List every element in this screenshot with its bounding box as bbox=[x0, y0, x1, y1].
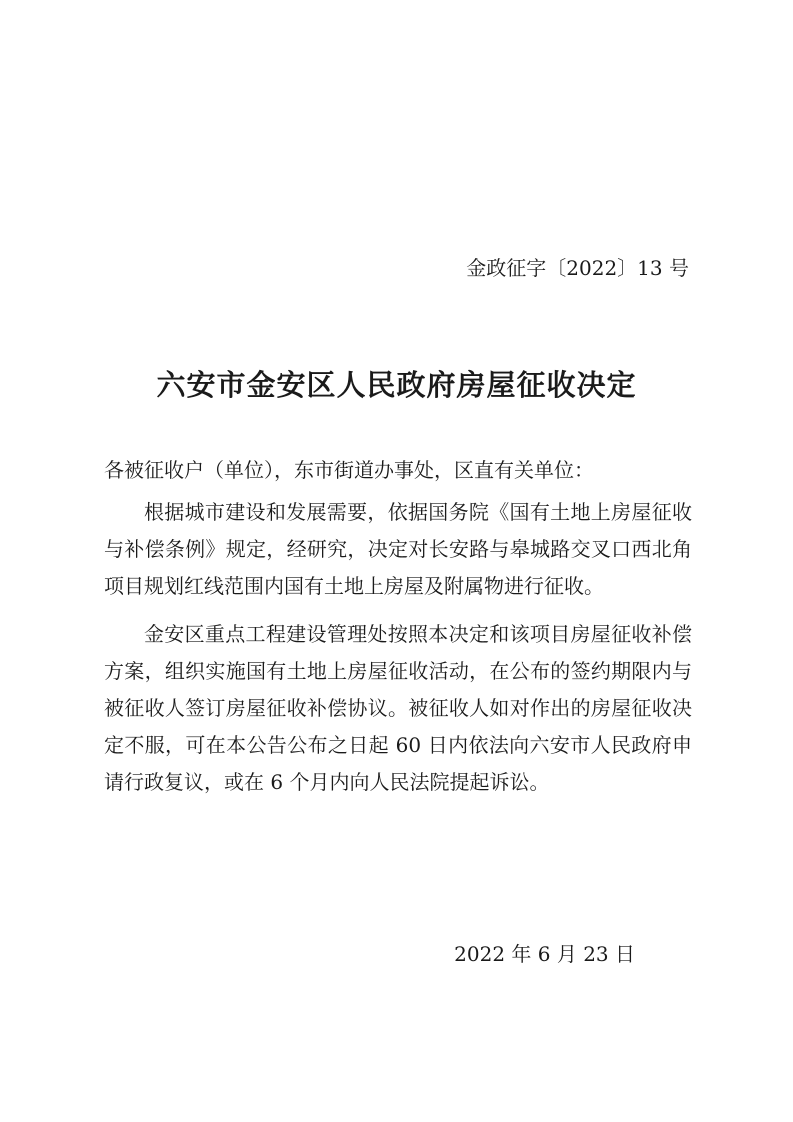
body-paragraph-2: 金安区重点工程建设管理处按照本决定和该项目房屋征收补偿方案，组织实施国有土地上房屋征收活动，在公布的签约期限内与被征收人签订房屋征收补偿协议。被征收人如对作出的房屋征收决定不服，可在本公告公布之日起 60 日内依法向六安市人民政府申请行政复议，或在 6 个月内向人民法院提起诉讼。 bbox=[104, 622, 692, 794]
body-paragraph-1: 根据城市建设和发展需要，依据国务院《国有土地上房屋征收与补偿条例》规定，经研究，决定对长安路与皋城路交叉口西北角项目规划红线范围内国有土地上房屋及附属物进行征收。 bbox=[104, 500, 692, 598]
issue-date: 2022 年 6 月 23 日 bbox=[454, 942, 635, 966]
salutation: 各被征收户（单位），东市街道办事处，区直有关单位： bbox=[104, 458, 594, 482]
document-title: 六安市金安区人民政府房屋征收决定 bbox=[156, 368, 637, 402]
document-number: 金政征字〔2022〕13 号 bbox=[466, 256, 689, 280]
